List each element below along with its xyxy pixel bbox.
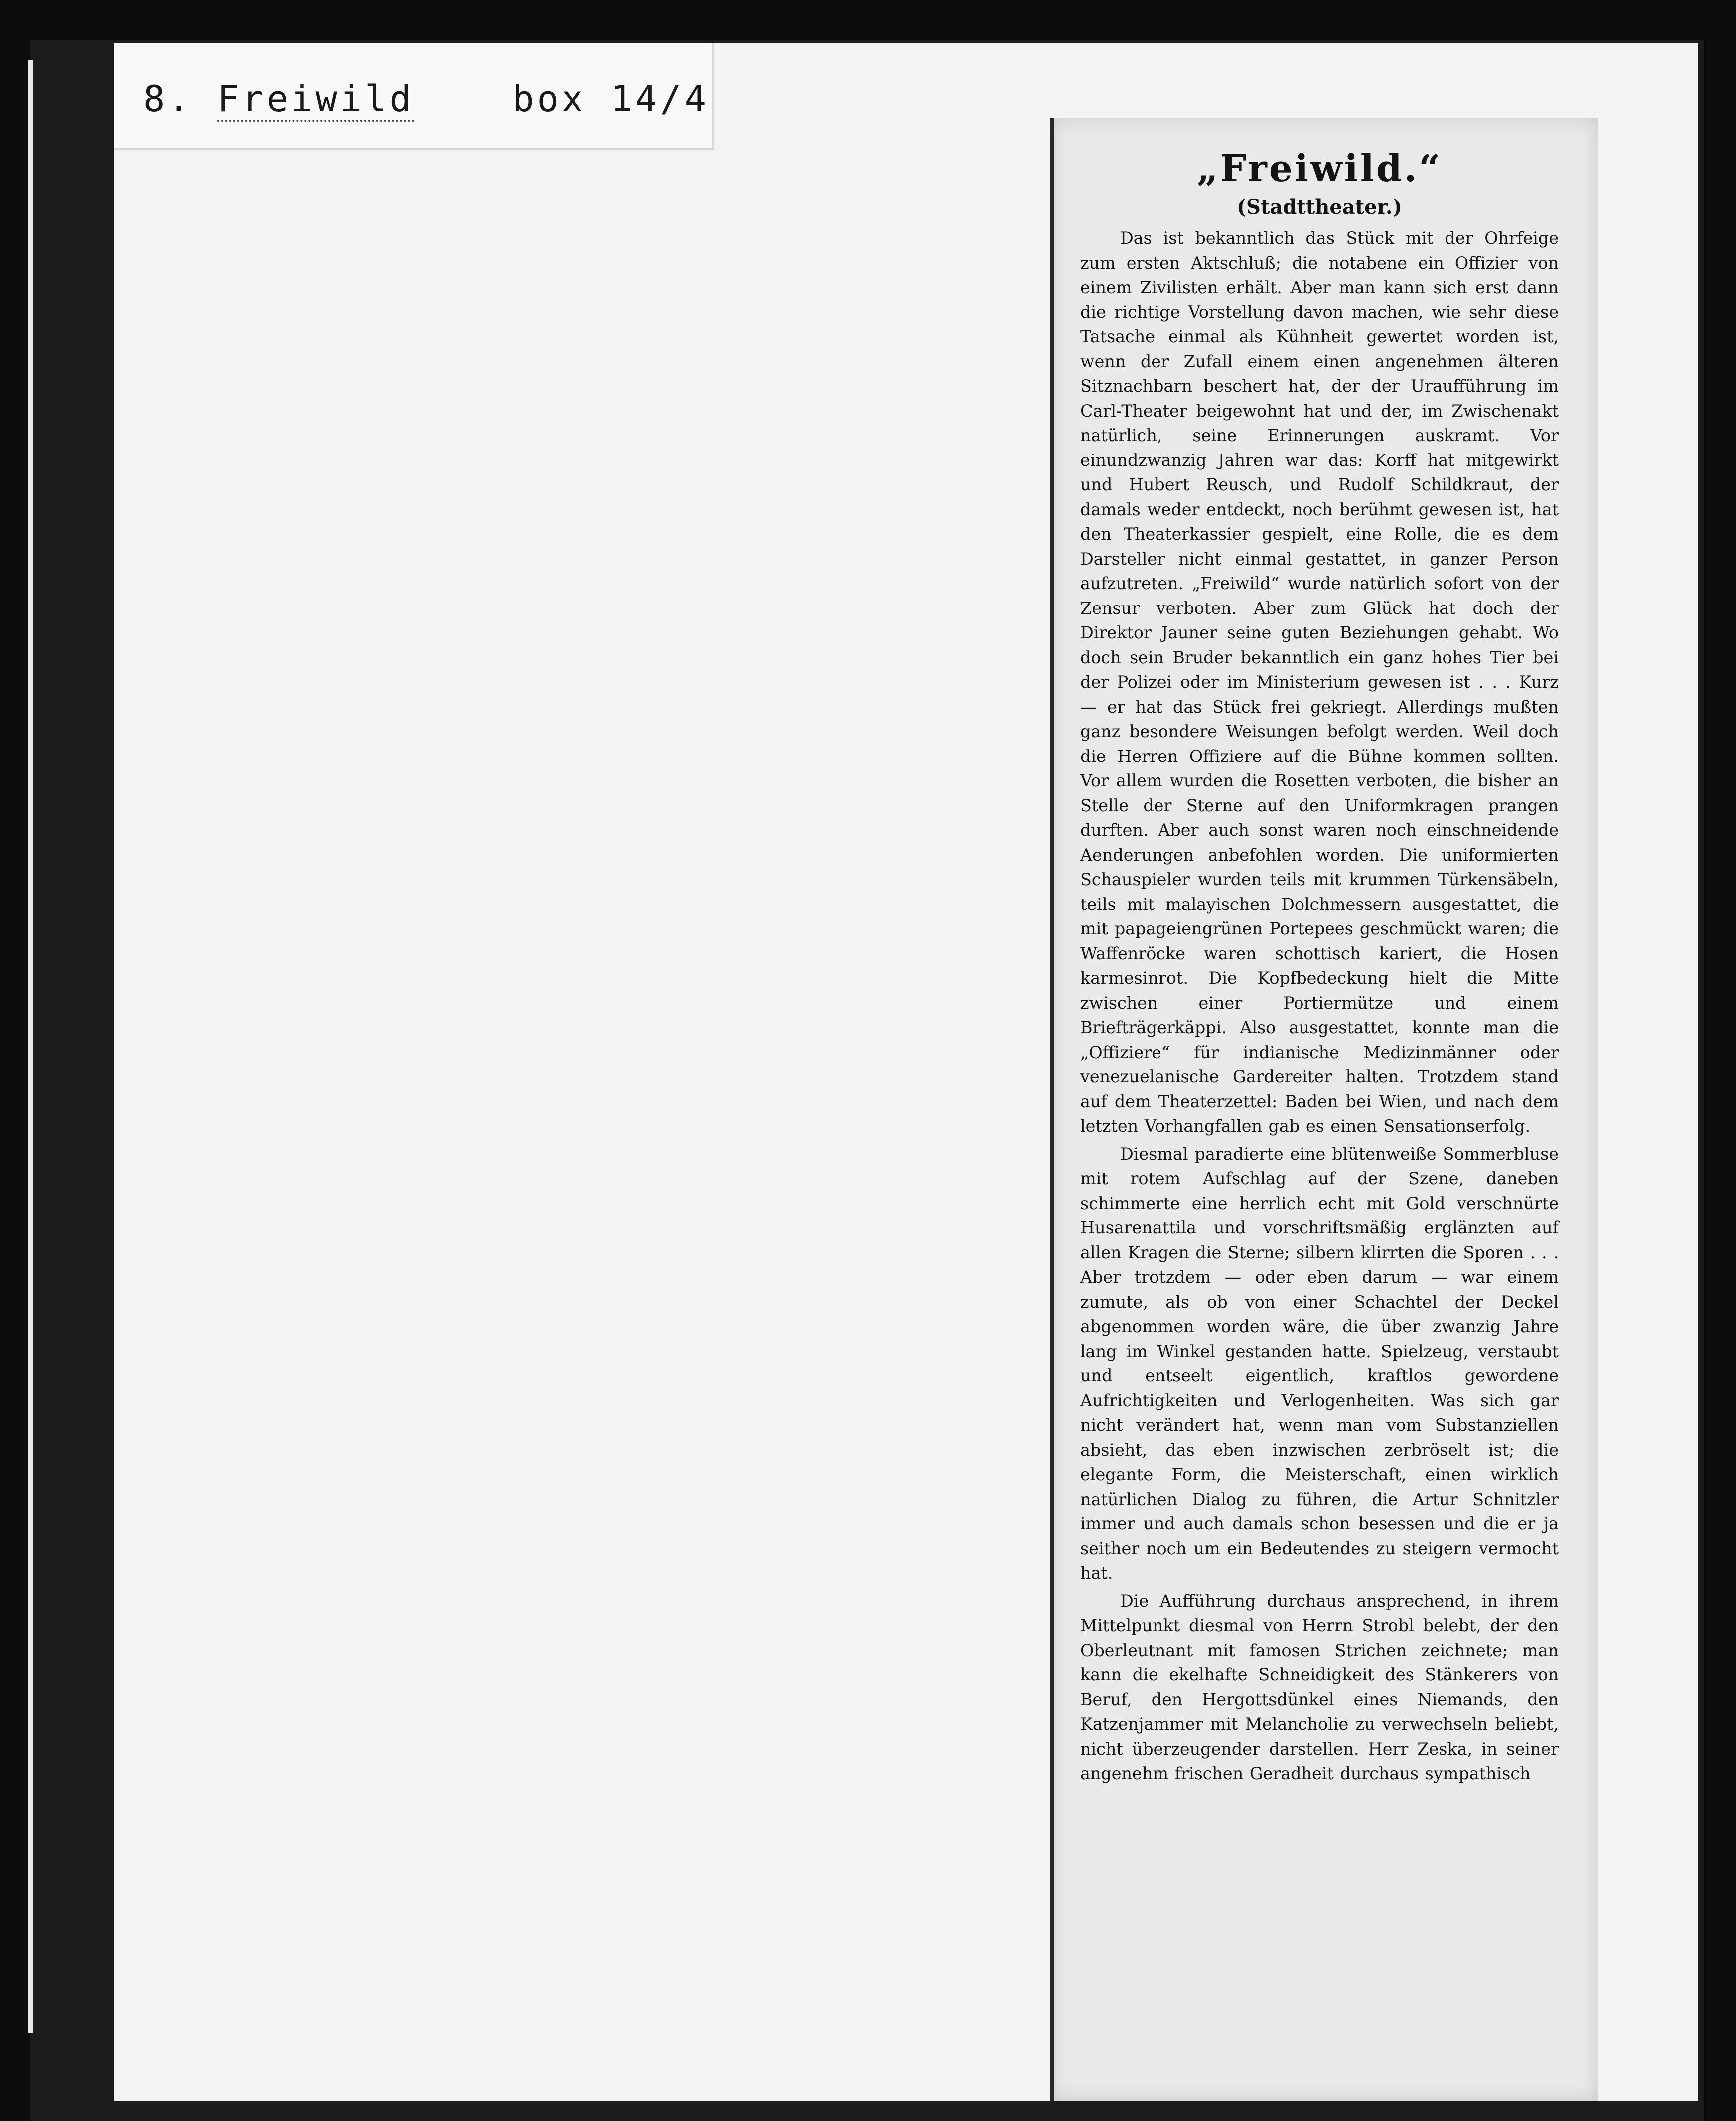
clipping-column-rule — [1050, 118, 1054, 2101]
label-title: Freiwild — [217, 78, 414, 122]
label-number: 8. — [144, 78, 193, 120]
folder-label — [114, 43, 714, 150]
archive-sheet — [114, 43, 1698, 2101]
clipping-paragraph: Die Aufführung durchaus ansprechend, in ihrem Mittelpunkt diesmal von Herrn Strobl belebt, der den Oberleutnant mit famosen Strichen zeichnete; man kann die ekelhafte Schneidigkeit des Stänkerers von Beruf, den Hergottsdünkel eines Niemands, den Katzenjammer mit Melancholie zu verwechseln beliebt, nicht überzeugender darstellen. Herr Zeska, in seiner angenehm frischen Geradheit durchaus sympathisch — [1080, 1591, 1559, 1783]
clipping-paragraph: Das ist bekanntlich das Stück mit der Ohrfeige zum ersten Aktschluß; die notabene ein Offizier von einem Zivilisten erhält. Aber man kann sich erst dann die richtige Vorstellung davon machen, wie sehr diese Tatsache einmal als Kühnheit gewertet worden ist, wenn der Zufall einem einen angenehmen älteren Sitznachbarn beschert hat, der der Uraufführung im Carl-Theater beigewohnt hat und der, im Zwischenakt natürlich, seine Erinnerungen auskramt. Vor einundzwanzig Jahren war das: Korff hat mitgewirkt und Hubert Reusch, und Rudolf Schildkraut, der damals weder entdeckt, noch berühmt gewesen ist, hat den Theaterkassier gespielt, eine Rolle, die es dem Darsteller nicht einmal gestattet, in ganzer Person aufzutreten. „Freiwild“ wurde natürlich sofort von der Zensur verboten. Aber zum Glück hat doch der Direktor Jauner seine guten Beziehungen gehabt. Wo doch sein Bruder bekanntlich ein ganz hohes Tier bei der Polizei oder im Ministerium gewesen ist . . . Kurz — er hat das Stück frei gekriegt. Allerdings mußten ganz besondere Weisungen befolgt werden. Weil doch die Herren Offiziere auf die Bühne kommen sollten. Vor allem wurden die Rosetten verboten, die bisher an Stelle der Sterne auf den Uniformkragen prangen durften. Aber auch sonst waren noch einschneidende Aenderungen anbefohlen worden. Die uniformierten Schauspieler wurden teils mit krummen Türkensäbeln, teils mit malayischen Dolchmessern ausgestattet, die mit papageiengrünen Portepees geschmückt waren; die Waffenröcke waren schottisch kariert, die Hosen karmesinrot. Die Kopfbedeckung hielt die Mitte zwischen einer Portiermütze und einem Briefträgerkäppi. Also ausgestattet, konnte man die „Offiziere“ für indianische Medizinmänner oder venezuelanische Gardereiter halten. Trotzdem stand auf dem Theaterzettel: Baden bei Wien, und nach dem letzten Vorhangfallen gab es einen Sensationserfolg. — [1080, 228, 1559, 1136]
clipping-title: „Freiwild.“ — [1197, 148, 1442, 190]
film-border-right — [1704, 0, 1736, 2121]
film-border-top — [0, 0, 1736, 40]
clipping-subtitle: (Stadttheater.) — [1237, 195, 1402, 219]
label-text — [144, 78, 709, 120]
label-box: box 14/4 — [512, 78, 710, 120]
clipping-body — [1080, 148, 1559, 1789]
clipping-paragraph: Diesmal paradierte eine blütenweiße Sommerbluse mit rotem Aufschlag auf der Szene, daneben schimmerte eine herrlich echt mit Gold verschnürte Husarenattila und vorschriftsmäßig erglänzten auf allen Kragen die Sterne; silbern klirrten die Sporen . . . Aber trotzdem — oder eben darum — war einem zumute, als ob von einer Schachtel der Deckel abgenommen worden wäre, die über zwanzig Jahre lang im Winkel gestanden hatte. Spielzeug, verstaubt und entseelt eigentlich, kraftlos gewordene Aufrichtigkeiten und Verlogenheiten. Was sich gar nicht verändert hat, wenn man vom Substanziellen absieht, das eben inzwischen zerbröselt ist; die elegante Form, die Meisterschaft, einen wirklich natürlichen Dialog zu führen, die Artur Schnitzler immer und auch damals schon besessen und die er ja seither noch um ein Bedeutendes zu steigern vermocht hat. — [1080, 1144, 1559, 1583]
film-border-left — [0, 0, 30, 2121]
newspaper-clipping — [1050, 118, 1598, 2101]
left-sheet-edge — [28, 60, 33, 2033]
